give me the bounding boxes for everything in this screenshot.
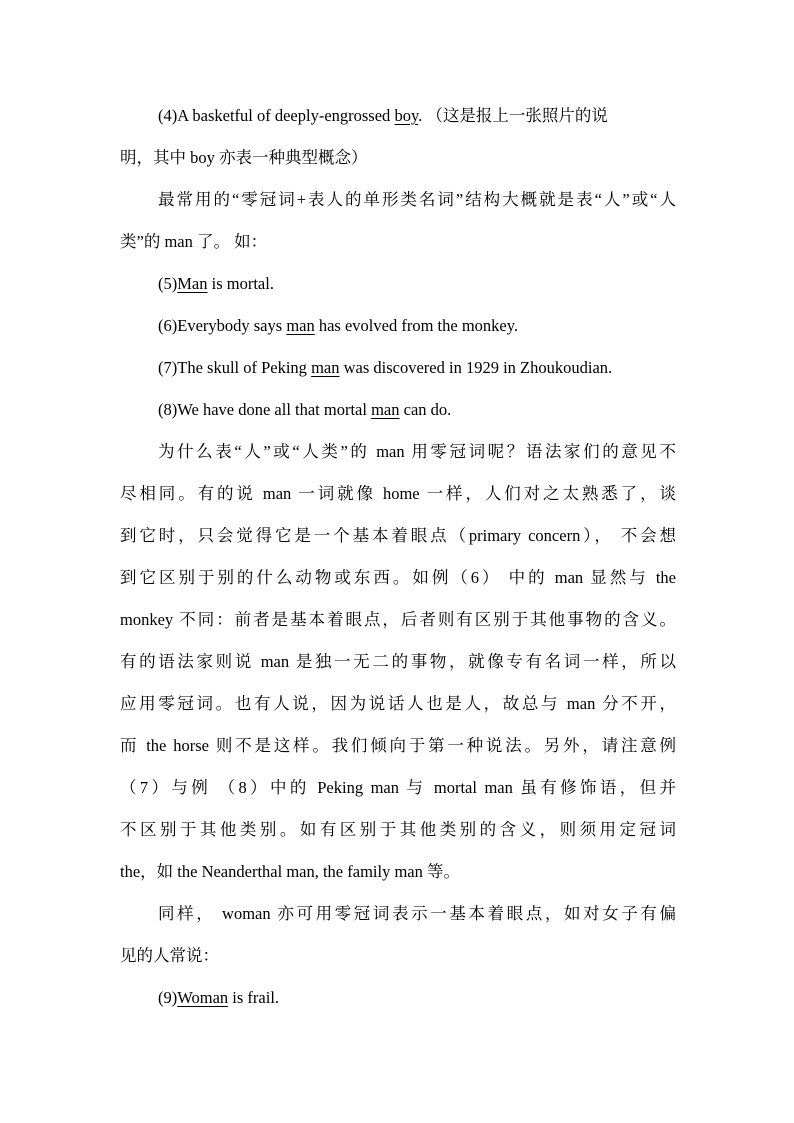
underlined-word: man <box>311 358 340 377</box>
paragraph-line: 应用零冠词。也有人说，因为说话人也是人，故总与 man 分不开， <box>120 694 676 713</box>
example-5: (5)Man is mortal. <box>158 274 274 293</box>
paragraph-line: 见的人常说： <box>120 946 219 965</box>
example-4: (4)A basketful of deeply-engrossed boy. （这是报上一张照片的说 <box>158 106 608 125</box>
underlined-word: Man <box>177 274 208 293</box>
underlined-word: man <box>371 400 400 419</box>
paragraph-line: 而 the horse 则不是这样。我们倾向于第一种说法。另外，请注意例 <box>120 736 676 755</box>
paragraph-line: 有的语法家则说 man 是独一无二的事物，就像专有名词一样，所以 <box>120 652 676 671</box>
example-8: (8)We have done all that mortal man can do. <box>158 400 452 419</box>
paragraph-line: 类”的 man 了。 如： <box>120 232 268 251</box>
example-9: (9)Woman is frail. <box>158 988 280 1007</box>
paragraph-line: the，如 the Neanderthal man, the family man 等。 <box>120 862 460 881</box>
paragraph-line: 到它时，只会觉得它是一个基本着眼点（primary concern）， 不会想 <box>120 526 676 545</box>
paragraph-line: 最常用的“零冠词+表人的单形类名词”结构大概就是表“人”或“人 <box>158 190 676 209</box>
example-6: (6)Everybody says man has evolved from the monkey. <box>158 316 519 335</box>
paragraph-line: 为什么表“人”或“人类”的 man 用零冠词呢？语法家们的意见不 <box>158 442 676 461</box>
paragraph-line: （7）与例 （8）中的 Peking man 与 mortal man 虽有修饰语，但并 <box>120 778 676 797</box>
underlined-word: Woman <box>177 988 229 1007</box>
paragraph-line: 尽相同。有的说 man 一词就像 home 一样，人们对之太熟悉了，谈 <box>120 484 676 503</box>
underlined-word: boy <box>394 106 419 125</box>
paragraph-line: 不区别于其他类别。如有区别于其他类别的含义，则须用定冠词 <box>120 820 676 839</box>
paragraph-line: 同样， woman 亦可用零冠词表示一基本着眼点，如对女子有偏 <box>158 904 676 923</box>
paragraph-line: monkey 不同：前者是基本着眼点，后者则有区别于其他事物的含义。 <box>120 610 676 629</box>
example-7: (7)The skull of Peking man was discovered in 1929 in Zhoukoudian. <box>158 358 613 377</box>
paragraph-line: 到它区别于别的什么动物或东西。如例（6） 中的 man 显然与 the <box>120 568 676 587</box>
paragraph-line: 明，其中 boy 亦表一种典型概念） <box>120 148 368 167</box>
underlined-word: man <box>286 316 315 335</box>
